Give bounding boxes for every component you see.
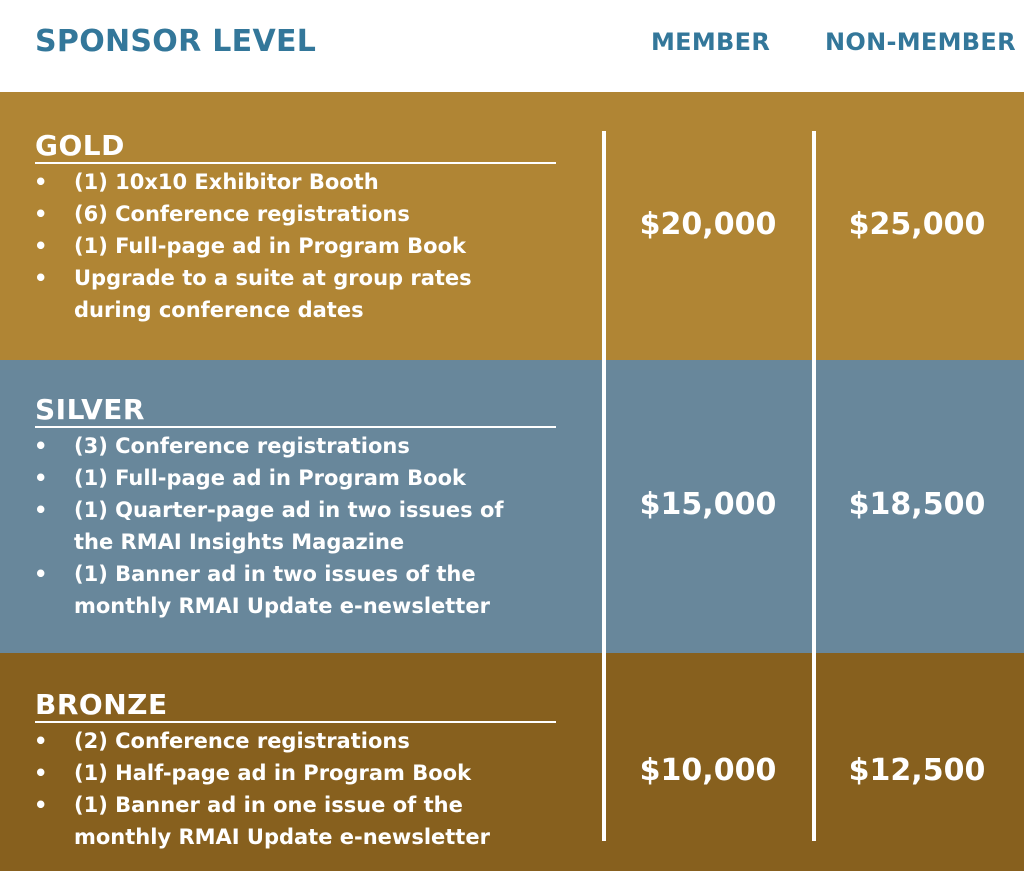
benefit-item: • (1) 10x10 Exhibitor Booth: [32, 166, 572, 198]
benefit-list-bronze: [32, 725, 572, 853]
tier-row-bronze: [0, 653, 1024, 871]
benefit-item: • (3) Conference registrations: [32, 430, 572, 462]
benefit-list-silver: [32, 430, 572, 622]
benefit-item: • (1) Full-page ad in Program Book: [32, 462, 572, 494]
member-column-heading: MEMBER: [651, 28, 771, 56]
member-price-gold: $20,000: [639, 207, 777, 242]
member-price-silver: $15,000: [639, 487, 777, 522]
benefit-list-gold: [32, 166, 572, 326]
tier-name-bronze: BRONZE: [35, 689, 556, 723]
tier-row-silver: [0, 360, 1024, 653]
benefit-item: • (2) Conference registrations: [32, 725, 572, 757]
member-column-divider: [602, 131, 606, 841]
benefit-item: • Upgrade to a suite at group rates during conference dates: [32, 262, 534, 326]
benefit-item: • (1) Half-page ad in Program Book: [32, 757, 572, 789]
non-member-price-gold: $25,000: [848, 207, 986, 242]
benefit-item: • (1) Quarter-page ad in two issues of the RMAI Insights Magazine: [32, 494, 534, 558]
sponsor-level-heading: SPONSOR LEVEL: [35, 24, 317, 59]
benefit-item: • (1) Full-page ad in Program Book: [32, 230, 572, 262]
non-member-column-heading: NON-MEMBER: [825, 28, 1016, 56]
member-price-bronze: $10,000: [639, 753, 777, 788]
benefit-item: • (1) Banner ad in one issue of the monthly RMAI Update e-newsletter: [32, 789, 534, 853]
non-member-price-bronze: $12,500: [848, 753, 986, 788]
tier-name-silver: SILVER: [35, 394, 556, 428]
tier-row-gold: [0, 92, 1024, 360]
benefit-item: • (1) Banner ad in two issues of the monthly RMAI Update e-newsletter: [32, 558, 534, 622]
benefit-item: • (6) Conference registrations: [32, 198, 572, 230]
table-header: [0, 0, 1024, 92]
tier-name-gold: GOLD: [35, 130, 556, 164]
non-member-column-divider: [812, 131, 816, 841]
non-member-price-silver: $18,500: [848, 487, 986, 522]
